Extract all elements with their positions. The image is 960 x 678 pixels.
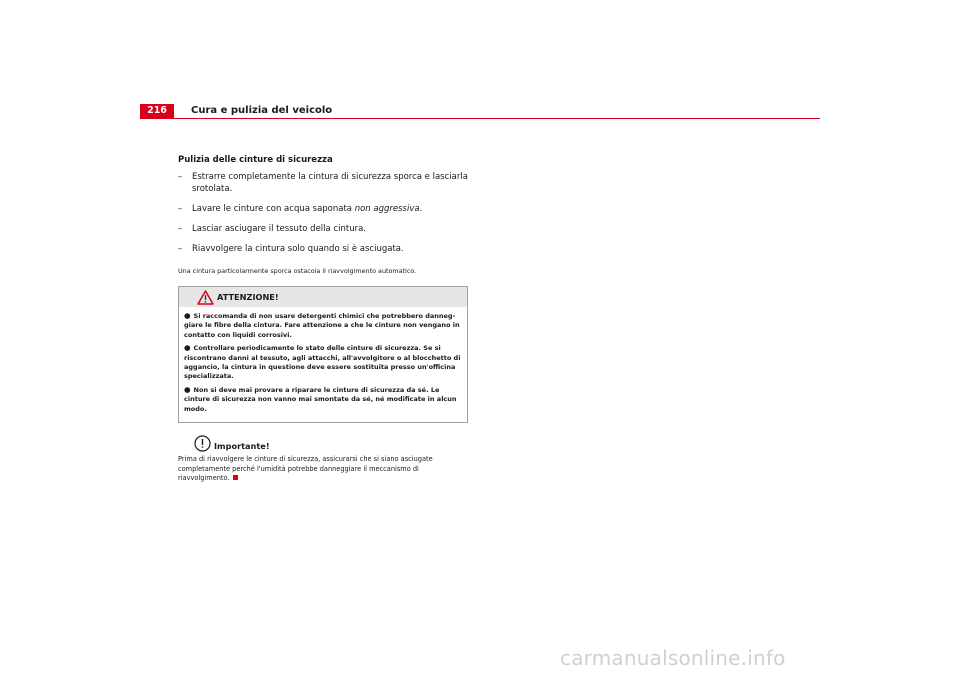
important-title: Importante! [214,441,270,452]
step-text-italic: non aggressiva [354,204,420,214]
dash-marker: – [178,244,183,254]
warning-header [179,287,467,307]
dash-marker: – [178,224,183,234]
step-text: Estrarre completamente la cintura di sicurezza sporca e lasciarla srotolata. [192,172,468,194]
watermark: carmanualsonline.info [560,646,786,670]
warning-triangle-icon [197,290,214,305]
step-item [178,223,468,235]
bullet-icon: ● [184,343,191,353]
warning-box [178,286,468,423]
step-item [178,171,468,195]
bullet-icon: ● [184,384,191,394]
step-text-end: . [419,204,423,214]
exclamation-icon [194,435,211,452]
section-heading: Pulizia delle cinture di sicurezza [178,155,333,165]
main-content [178,154,468,484]
warning-item [184,385,462,414]
bullet-icon: ● [184,311,191,320]
warning-item [184,311,462,340]
end-marker-icon [233,475,238,480]
warning-item-text: Si raccomanda di non usare detergenti chimici che potrebbero danneg-giare le fibre della cintura. Fare attenzione a che le cinture non vengano in contatto con liquidi corrosivi. [184,312,460,339]
step-text: Lavare le cinture con acqua saponata [192,204,355,214]
important-header [178,435,468,453]
warning-body [179,307,467,422]
page-number: 216 [140,104,174,118]
warning-item-text: Non si deve mai provare a riparare le cinture di sicurezza da sé. Le cinture di sicurezza non vanno mai smontate da sé, né modificate in alcun modo. [184,385,457,413]
step-text: Lasciar asciugare il tessuto della cintura. [192,224,366,234]
warning-item [184,343,462,382]
step-item [178,203,468,215]
warning-title: ATTENZIONE! [217,292,279,302]
warning-item-text: Controllare periodicamente lo stato delle cinture di sicurezza. Se si riscontrano danni al tessuto, agli attacchi, all'avvolgitore o al blocchetto di aggancio, la cintura in questione deve essere sostituita presso un'officina specializzata. [184,344,461,381]
important-text [178,455,468,484]
note-text: Una cintura particolarmente sporca ostacola il riavvolgimento automatico. [178,267,417,275]
dash-marker: – [178,204,183,214]
step-text: Riavvolgere la cintura solo quando si è asciugata. [192,244,404,254]
step-item [178,243,468,255]
running-header: Cura e pulizia del veicolo [191,105,333,116]
dash-marker: – [178,172,183,182]
header-rule [140,118,820,119]
important-text-body: Prima di riavvolgere le cinture di sicurezza, assicurarsi che si siano asciugate completamente perché l'umidità potrebbe danneggiare il meccanismo di riavvolgimento. [178,455,433,483]
